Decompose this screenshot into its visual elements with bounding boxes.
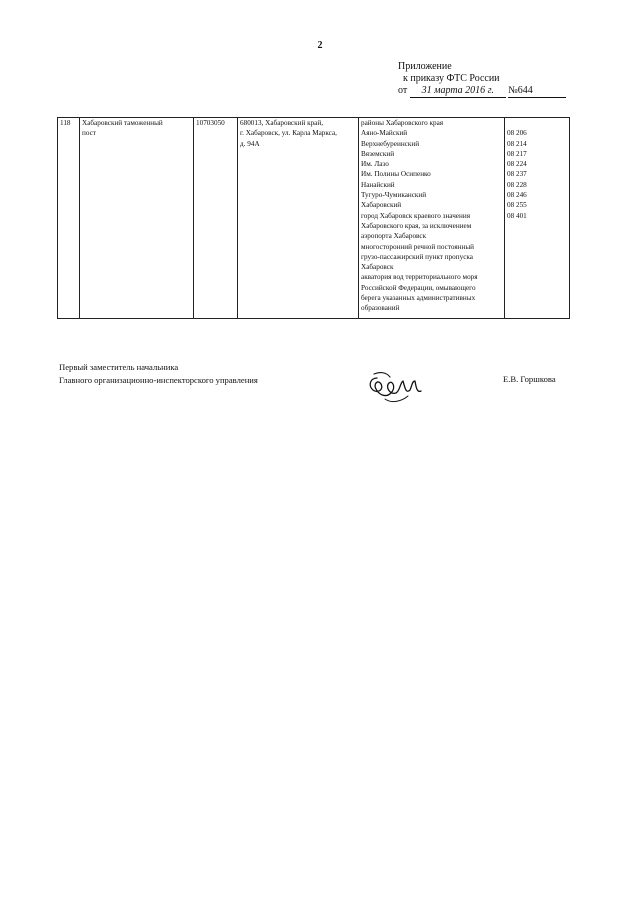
okato-code: 08 206 [507,129,527,138]
row-index: 118 [58,118,80,319]
order-number: №644 [508,85,566,98]
okato-code: 08 401 [507,211,527,220]
post-name-cell [80,118,194,319]
region-line: берега указанных административных [361,294,476,303]
post-code: 10703050 [196,119,225,127]
okato-code: 08 237 [507,170,527,179]
region-line: Российской Федерации, омывающего [361,283,476,292]
region-line: акватория вод территориального моря [361,273,478,282]
post-address-line: 680013, Хабаровский край, [240,119,324,127]
region-line: город Хабаровск краевого значения [361,211,470,220]
regions-cell [359,118,505,319]
region-line: Им. Полины Осипенко [361,170,431,179]
handwritten-signature [365,368,427,408]
signatory-name: Е.В. Горшкова [503,374,556,384]
region-line: аэропорта Хабаровск [361,232,427,241]
table-row [58,118,570,319]
position-line-1: Первый заместитель начальника [59,362,179,372]
signatory-position [59,361,258,387]
region-line: Верхнебуреинский [361,139,420,148]
okato-code: 08 214 [507,139,527,148]
okato-code: 08 246 [507,191,527,200]
post-address-line: г. Хабаровск, ул. Карла Маркса, [240,129,337,138]
post-name-line: Хабаровский таможенный [82,119,163,127]
date-prefix: от [398,85,408,96]
region-line: Нанайский [361,180,395,189]
region-line: многосторонний речной постоянный [361,242,475,251]
region-line: Вяземский [361,149,395,158]
appendix-label: Приложение [398,61,452,72]
okato-code: 08 224 [507,160,527,169]
post-address-cell [238,118,359,319]
region-line: грузо-пассажирский пункт пропуска [361,252,473,261]
okato-code: 08 228 [507,180,527,189]
region-line: Тугуро-Чумиканский [361,191,427,200]
okato-code: 08 255 [507,201,527,210]
okato-codes-cell [505,118,570,319]
region-line: Им. Лазо [361,160,389,169]
order-date-line [398,85,566,98]
region-line: Хабаровский [361,201,402,210]
page-number: 2 [317,40,323,51]
post-address-line: д. 94А [240,139,260,148]
region-line: районы Хабаровского края [361,119,444,127]
region-line: Аяно-Майский [361,129,408,138]
okato-code: 08 217 [507,149,527,158]
appendix-header [398,61,566,98]
region-line: образований [361,304,400,313]
post-name-line: пост [82,129,96,138]
customs-post-table [57,117,570,319]
region-line: Хабаровского края, за исключением [361,221,472,230]
order-label: к приказу ФТС России [403,73,500,84]
post-code-cell [194,118,238,319]
order-date: 31 марта 2016 г. [410,85,506,98]
position-line-2: Главного организационно-инспекторского управления [59,375,258,385]
region-line: Хабаровск [361,263,394,272]
